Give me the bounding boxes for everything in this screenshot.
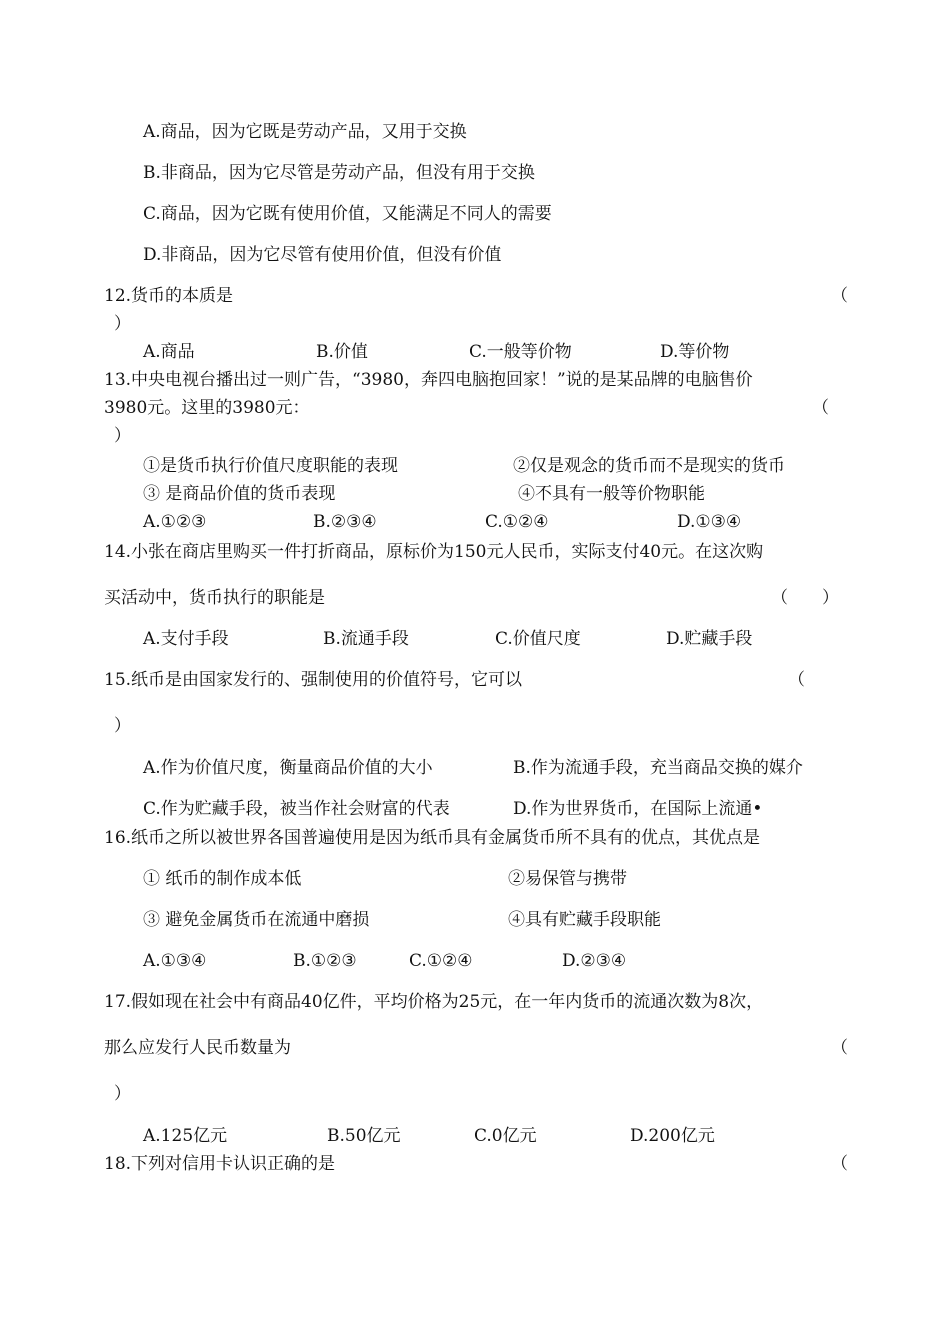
q17-option-c: C.0亿元 — [474, 1126, 537, 1146]
q12-answer-paren-close: ） — [114, 314, 131, 334]
q15-answer-paren-close: ） — [114, 716, 131, 736]
q16-statement-2: ②易保管与携带 — [508, 869, 627, 889]
q14-option-d: D.贮藏手段 — [666, 629, 753, 649]
q13-statement-4: ④不具有一般等价物职能 — [518, 484, 705, 504]
q13-statement-1: ①是货币执行价值尺度职能的表现 — [143, 456, 398, 476]
q15-answer-paren-open: （ — [788, 670, 805, 690]
q18-answer-paren-open: （ — [831, 1154, 848, 1174]
q15-option-b: B.作为流通手段，充当商品交换的媒介 — [513, 758, 803, 778]
q13-option-d: D.①③④ — [677, 512, 742, 532]
q13-option-c: C.①②④ — [485, 512, 549, 532]
q15-option-d: D.作为世界货币，在国际上流通• — [513, 799, 763, 819]
q11-option-a: A.商品，因为它既是劳动产品，又用于交换 — [143, 122, 467, 142]
q12-option-d: D.等价物 — [660, 342, 730, 362]
q12-stem: 12.货币的本质是 — [104, 286, 234, 306]
q16-statement-1: ① 纸币的制作成本低 — [143, 869, 302, 889]
q11-option-d: D.非商品，因为它尽管有使用价值，但没有价值 — [143, 245, 502, 265]
q17-answer-paren-close: ） — [114, 1084, 131, 1104]
q16-option-d: D.②③④ — [562, 951, 627, 971]
q13-statement-2: ②仅是观念的货币而不是现实的货币 — [513, 456, 785, 476]
q13-option-b: B.②③④ — [313, 512, 377, 532]
q12-option-a: A.商品 — [143, 342, 195, 362]
q12-option-c: C.一般等价物 — [469, 342, 572, 362]
q14-answer-paren: （ ） — [771, 588, 839, 608]
q16-option-a: A.①③④ — [143, 951, 207, 971]
q13-option-a: A.①②③ — [143, 512, 207, 532]
q11-option-b: B.非商品，因为它尽管是劳动产品，但没有用于交换 — [143, 163, 535, 183]
q17-option-d: D.200亿元 — [630, 1126, 715, 1146]
q12-option-b: B.价值 — [316, 342, 368, 362]
q14-option-a: A.支付手段 — [143, 629, 229, 649]
q15-option-c: C.作为贮藏手段，被当作社会财富的代表 — [143, 799, 450, 819]
q14-stem-line1: 14.小张在商店里购买一件打折商品，原标价为150元人民币，实际支付40元。在这次购 — [104, 542, 764, 562]
q17-answer-paren-open: （ — [831, 1038, 848, 1058]
q14-stem-line2: 买活动中，货币执行的职能是 — [104, 588, 325, 608]
q14-option-b: B.流通手段 — [323, 629, 409, 649]
q17-option-a: A.125亿元 — [143, 1126, 228, 1146]
q12-answer-paren-open: （ — [831, 286, 848, 306]
q13-answer-paren-open: （ — [812, 398, 829, 418]
q17-option-b: B.50亿元 — [327, 1126, 401, 1146]
q16-stem: 16.纸币之所以被世界各国普遍使用是因为纸币具有金属货币所不具有的优点，其优点是 — [104, 828, 761, 848]
q17-stem-line1: 17.假如现在社会中有商品40亿件，平均价格为25元，在一年内货币的流通次数为8次， — [104, 992, 764, 1012]
q17-stem-line2: 那么应发行人民币数量为 — [104, 1038, 291, 1058]
q15-stem: 15.纸币是由国家发行的、强制使用的价值符号，它可以 — [104, 670, 523, 690]
q16-statement-3: ③ 避免金属货币在流通中磨损 — [143, 910, 370, 930]
q13-stem-line2: 3980元。这里的3980元： — [104, 398, 310, 418]
q15-option-a: A.作为价值尺度，衡量商品价值的大小 — [143, 758, 433, 778]
q18-stem: 18.下列对信用卡认识正确的是 — [104, 1154, 336, 1174]
q16-option-c: C.①②④ — [409, 951, 473, 971]
q13-statement-3: ③ 是商品价值的货币表现 — [143, 484, 336, 504]
q13-answer-paren-close: ） — [114, 426, 131, 446]
q14-option-c: C.价值尺度 — [495, 629, 581, 649]
q16-statement-4: ④具有贮藏手段职能 — [508, 910, 661, 930]
q13-stem-line1: 13.中央电视台播出过一则广告，“3980，奔四电脑抱回家！”说的是某品牌的电脑售价 — [104, 370, 753, 390]
q11-option-c: C.商品，因为它既有使用价值，又能满足不同人的需要 — [143, 204, 552, 224]
q16-option-b: B.①②③ — [293, 951, 357, 971]
